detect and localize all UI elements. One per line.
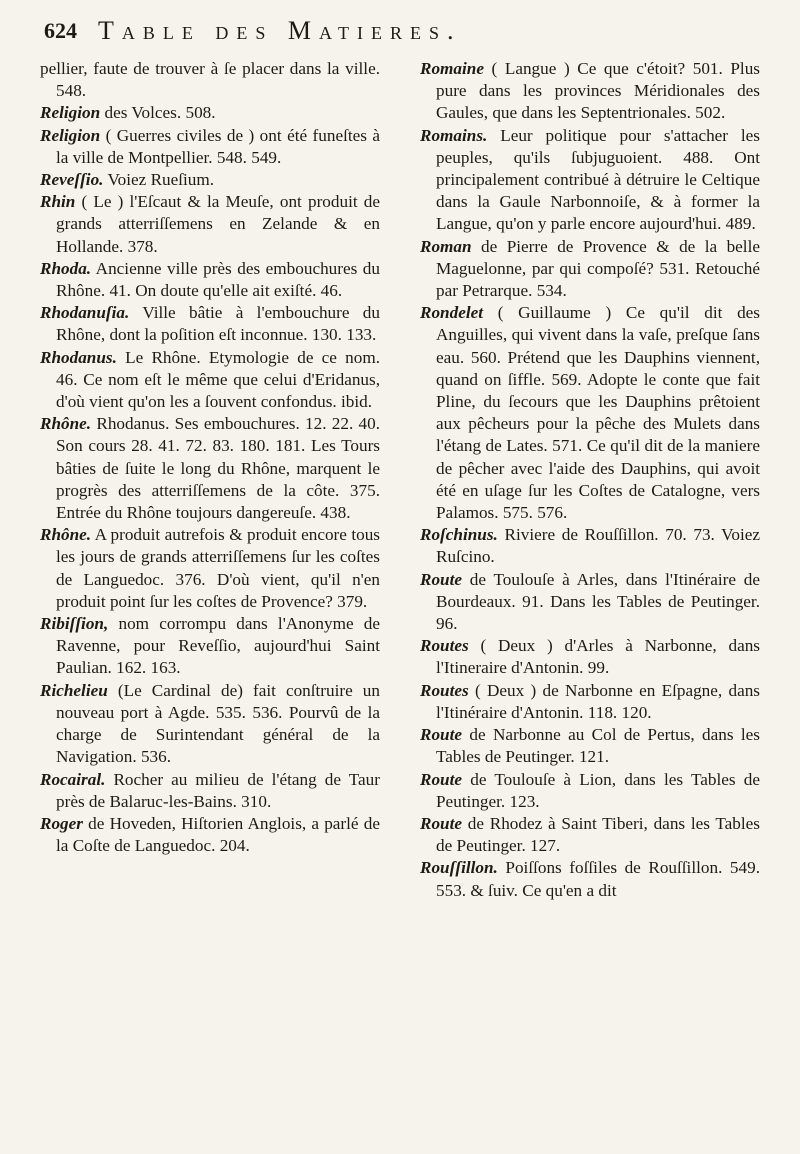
index-entry bbox=[40, 769, 380, 813]
entry-text: Le Rhône. Etymologie de ce nom. 46. Ce nom eſt le même que celui d'Eridanus, d'où vient qu'on les a ſouvent confondus. ibid. bbox=[56, 347, 380, 412]
entry-keyword: Reveſſio. bbox=[40, 170, 104, 190]
entry-text: nom corrompu dans l'Anonyme de Ravenne, pour Reveſſio, aujourd'hui Saint Paulian. 162. 163. bbox=[56, 614, 380, 678]
index-entry bbox=[420, 236, 760, 303]
entry-text: Rocher au milieu de l'étang de Taur près de Balaruc-les-Bains. 310. bbox=[56, 769, 380, 811]
index-entry bbox=[40, 613, 380, 680]
index-entry bbox=[420, 813, 760, 857]
entry-keyword: Roger bbox=[40, 813, 83, 833]
entry-text: ( Deux ) d'Arles à Narbonne, dans l'Itineraire d'Antonin. 99. bbox=[436, 636, 760, 678]
index-entry bbox=[40, 102, 380, 124]
entry-keyword: Roman bbox=[420, 236, 472, 256]
entry-text: ( Guillaume ) Ce qu'il dit des Anguilles, qui vivent dans la vaſe, preſque ſans eau. 560. Prétend que les Dauphins viennent, quand on ſiffle. 569. Adopte le conte que fait Pline, du ſecours que les Dauphins prêtoient aux pêcheurs pour la pêche des Mulets dans l'étang de Lates. 571. Ce qu'il dit de la maniere de pêcher avec l'aide des Dauphins, qui avoit été en uſage ſur les Coſtes de Catalogne, vers Palamos. 575. 576. bbox=[436, 303, 760, 523]
entry-text: Poiſſons foſſiles de Rouſſillon. 549. 553. & ſuiv. Ce qu'en a dit bbox=[436, 858, 760, 900]
index-entry bbox=[40, 302, 380, 346]
entry-keyword: Religion bbox=[40, 103, 101, 123]
entry-keyword: Routes bbox=[420, 680, 469, 700]
index-entry bbox=[420, 635, 760, 679]
entry-keyword: Rouſſillon. bbox=[420, 858, 498, 878]
entry-keyword: Ribiſſion, bbox=[40, 614, 109, 634]
entry-keyword: Rhodanuſia. bbox=[40, 303, 130, 323]
entry-text: des Volces. 508. bbox=[100, 103, 216, 123]
index-entry bbox=[40, 169, 380, 191]
index-entry bbox=[40, 58, 380, 102]
index-entry bbox=[420, 302, 760, 524]
left-column bbox=[40, 58, 380, 857]
entry-text: Leur politique pour s'attacher les peuples, qu'ils ſubjuguoient. 488. Ont principalement contribué à détruire le Celtique dans la Gaule Narbonnoiſe, & à former la Langue, qu'on y parle encore aujourd'hui. 489. bbox=[436, 125, 760, 234]
right-column bbox=[420, 58, 760, 902]
entry-keyword: Route bbox=[420, 813, 463, 833]
index-entry bbox=[40, 524, 380, 613]
entry-keyword: Rhin bbox=[40, 192, 76, 212]
entry-text: de Rhodez à Saint Tiberi, dans les Tables de Peutinger. 127. bbox=[436, 813, 760, 856]
entry-text: de Toulouſe à Lion, dans les Tables de Peutinger. 123. bbox=[436, 769, 760, 811]
page-number: 624 bbox=[44, 18, 77, 43]
index-entry bbox=[420, 680, 760, 724]
entry-text: ( Guerres civiles de ) ont été funeſtes à la ville de Montpellier. 548. 549. bbox=[56, 125, 380, 167]
index-entry bbox=[40, 413, 380, 524]
entry-keyword: Rhône. bbox=[40, 525, 92, 545]
entry-keyword: Rhoda. bbox=[40, 258, 92, 278]
entry-keyword: Religion bbox=[40, 125, 101, 145]
entry-text: ( Le ) l'Eſcaut & la Meuſe, ont produit de grands atterriſſemens en Zelande & en Hollande. 378. bbox=[56, 192, 380, 256]
entry-text: Rhodanus. Ses embouchures. 12. 22. 40. Son cours 28. 41. 72. 83. 180. 181. Les Tours bâties de ſuite le long du Rhône, marquent le progrès des atterriſſemens de la côte. 375. Entrée du Rhône toujours dangereuſe. 438. bbox=[56, 414, 380, 523]
entry-text: ( Langue ) Ce que c'étoit? 501. Plus pure dans les provinces Méridionales des Gaules, que dans les Septentrionales. 502. bbox=[436, 59, 760, 123]
index-entry bbox=[40, 125, 380, 169]
index-entry bbox=[40, 680, 380, 769]
running-header bbox=[44, 16, 784, 56]
index-entry bbox=[420, 769, 760, 813]
entry-text: A produit autrefois & produit encore tous les jours de grands atterriſſemens ſur les coſtes de Languedoc. 376. D'où vient, qu'il n'en produit point ſur les coſtes de Provence? 379. bbox=[56, 525, 380, 611]
entry-text: de Hoveden, Hiſtorien Anglois, a parlé de la Coſte de Languedoc. 204. bbox=[56, 813, 380, 856]
index-entry bbox=[420, 125, 760, 236]
index-entry bbox=[40, 347, 380, 414]
entry-text: de Narbonne au Col de Pertus, dans les Tables de Peutinger. 121. bbox=[436, 725, 760, 767]
entry-keyword: Richelieu bbox=[40, 680, 108, 700]
entry-text: (Le Cardinal de) fait conſtruire un nouveau port à Agde. 535. 536. Pourvû de la charge de Surintendant général de la Navigation. 536. bbox=[56, 680, 380, 767]
entry-text: Ancienne ville près des embouchures du Rhône. 41. On doute qu'elle ait exiſté. 46. bbox=[56, 258, 380, 301]
entry-text: Ville bâtie à l'embouchure du Rhône, dont la poſition eſt inconnue. 130. 133. bbox=[56, 303, 380, 345]
entry-keyword: Rhône. bbox=[40, 414, 92, 434]
entry-keyword: Route bbox=[420, 725, 463, 745]
entry-keyword: Route bbox=[420, 569, 463, 589]
entry-keyword: Route bbox=[420, 769, 463, 789]
entry-text: de Toulouſe à Arles, dans l'Itinéraire de Bourdeaux. 91. Dans les Tables de Peutinger. 96. bbox=[436, 569, 760, 634]
index-entry bbox=[420, 857, 760, 901]
index-entry bbox=[40, 191, 380, 258]
index-entry bbox=[420, 569, 760, 636]
entry-text: pellier, faute de trouver à ſe placer dans la ville. 548. bbox=[40, 59, 380, 101]
entry-text: de Pierre de Provence & de la belle Maguelonne, par qui compoſé? 531. Retouché par Petrarque. 534. bbox=[436, 236, 760, 301]
entry-text: ( Deux ) de Narbonne en Eſpagne, dans l'Itinéraire d'Antonin. 118. 120. bbox=[436, 680, 760, 722]
running-title: Table des Matieres. bbox=[98, 16, 462, 45]
entry-text: Voiez Rueſium. bbox=[103, 170, 215, 190]
entry-keyword: Rondelet bbox=[420, 303, 484, 323]
index-entry bbox=[40, 258, 380, 302]
index-entry bbox=[40, 813, 380, 857]
entry-keyword: Romains. bbox=[420, 125, 488, 145]
index-entry bbox=[420, 58, 760, 125]
entry-text: Riviere de Rouſſillon. 70. 73. Voiez Ruſcino. bbox=[436, 525, 760, 567]
entry-keyword: Roſchinus. bbox=[420, 525, 498, 545]
entry-keyword: Routes bbox=[420, 636, 469, 656]
index-entry bbox=[420, 724, 760, 768]
entry-keyword: Romaine bbox=[420, 59, 484, 78]
entry-keyword: Rocairal. bbox=[40, 769, 106, 789]
entry-keyword: Rhodanus. bbox=[40, 347, 117, 367]
index-entry bbox=[420, 524, 760, 568]
